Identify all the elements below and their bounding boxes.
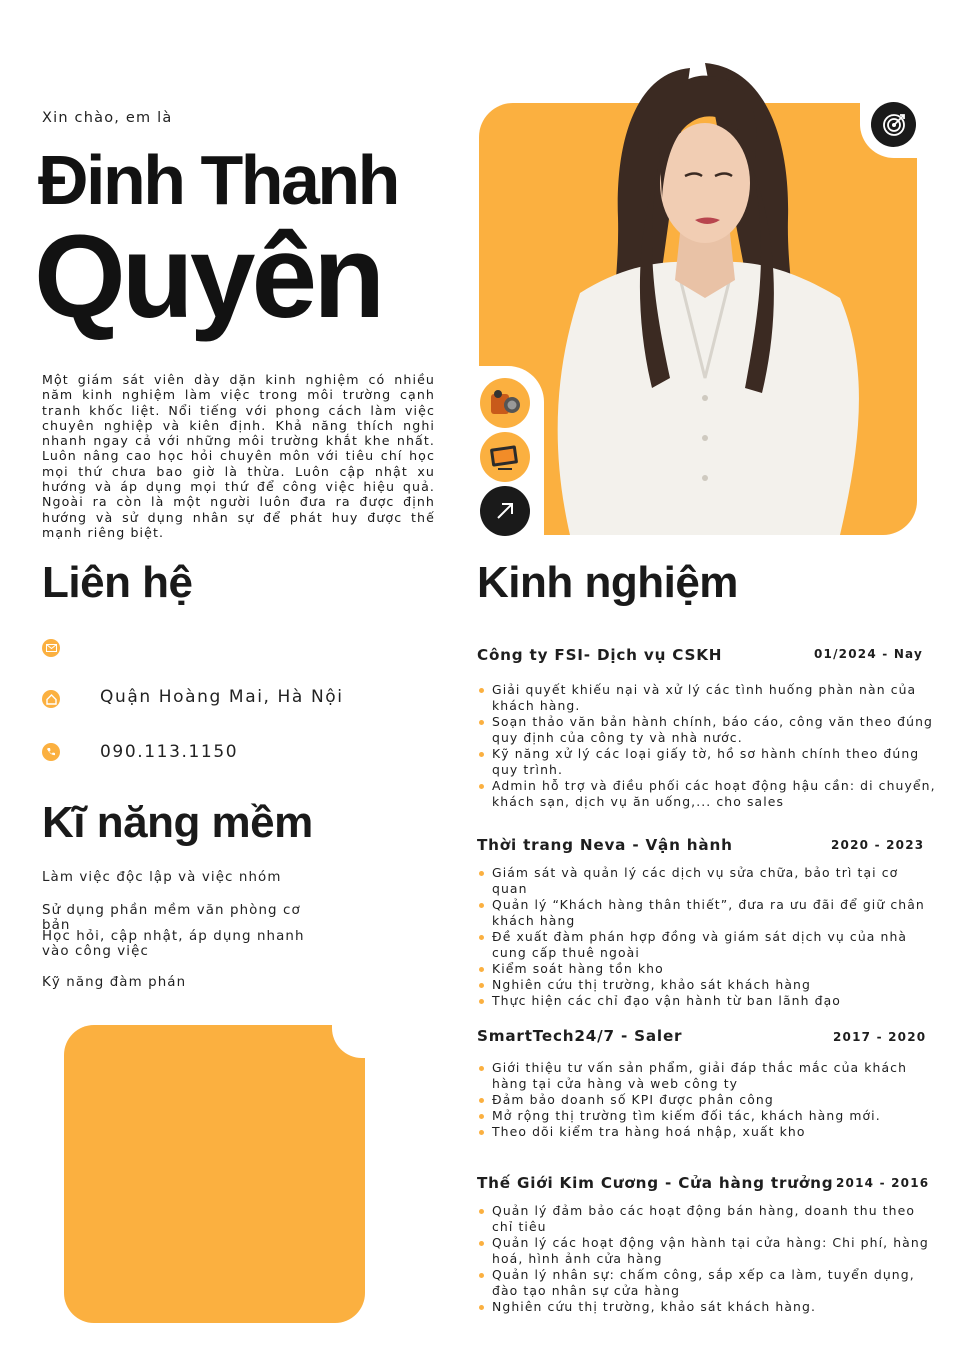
- list-item: Thực hiện các chỉ đạo vận hành từ ban lãnh đạo: [477, 993, 937, 1009]
- list-item: Quản lý đảm bảo các hoạt động bán hàng, doanh thu theo chỉ tiêu: [477, 1203, 937, 1235]
- job-title: Công ty FSI- Dịch vụ CSKH: [477, 646, 723, 664]
- list-item: Admin hỗ trợ và điều phối các hoạt động hậu cần: di chuyển, khách sạn, dịch vụ ăn uống,... cho sales: [477, 778, 937, 810]
- job-date: 2014 - 2016: [836, 1176, 930, 1190]
- contact-phone-row: [42, 742, 239, 762]
- job-date: 01/2024 - Nay: [814, 647, 924, 661]
- list-item: Giới thiệu tư vấn sản phẩm, giải đáp thắc mắc của khách hàng tại cửa hàng và web công ty: [477, 1060, 937, 1092]
- list-item: Quản lý các hoạt động vận hành tại cửa hàng: Chi phí, hàng hoá, hình ảnh cửa hàng: [477, 1235, 937, 1267]
- job-title: Thời trang Neva - Vận hành: [477, 836, 733, 854]
- list-item: Kỹ năng xử lý các loại giấy tờ, hồ sơ hành chính theo đúng quy trình.: [477, 746, 937, 778]
- job-bullets: [477, 1060, 937, 1140]
- list-item: Quản lý “Khách hàng thân thiết”, đưa ra ưu đãi để giữ chân khách hàng: [477, 897, 937, 929]
- drawing-tablet-icon[interactable]: [480, 432, 530, 482]
- job-date: 2017 - 2020: [833, 1030, 927, 1044]
- mail-icon: [42, 639, 60, 657]
- skill-item: Kỹ năng đàm phán: [42, 975, 187, 990]
- list-item: Soạn thảo văn bản hành chính, báo cáo, công văn theo đúng quy định của công ty và nhà nước.: [477, 714, 937, 746]
- experience-heading: Kinh nghiệm: [477, 558, 738, 607]
- arrow-up-right-icon[interactable]: [480, 486, 530, 536]
- profile-photo: [540, 48, 875, 535]
- job-bullets: [477, 682, 937, 810]
- contact-address-row: [42, 687, 344, 708]
- name-second-line: Quyên: [34, 211, 382, 343]
- decorative-block: [64, 1025, 365, 1323]
- list-item: Giám sát và quản lý các dịch vụ sửa chữa, bảo trì tại cơ quan: [477, 865, 937, 897]
- profile-summary: Một giám sát viên dày dặn kinh nghiệm có nhiều năm kinh nghiệm làm việc trong môi trường cạnh tranh khốc liệt. Nổi tiếng với phong cách làm việc chuyên nghiệp và kiên định. Khả năng thích nghi nhanh ngay cả với những môi trường khắt khe nhất. Luôn nâng cao học hỏi chuyên môn với tiêu chí học mọi thứ chưa bao giờ là thừa. Luôn cập nhật xu hướng và áp dụng mọi thứ để công việc hiệu quả. Ngoài ra còn là một người luôn đưa ra được định hướng và sử dụng nhân sự để phát huy được thế mạnh riêng biệt.: [42, 372, 435, 540]
- job-title: SmartTech24/7 - Saler: [477, 1027, 683, 1045]
- phone-icon: [42, 743, 60, 761]
- list-item: Theo dõi kiểm tra hàng hoá nhập, xuất kho: [477, 1124, 937, 1140]
- job-title: Thế Giới Kim Cương - Cửa hàng trưởng: [477, 1174, 834, 1192]
- list-item: Quản lý nhân sự: chấm công, sắp xếp ca làm, tuyển dụng, đào tạo nhân sự cửa hàng: [477, 1267, 937, 1299]
- home-icon: [42, 690, 60, 708]
- job-bullets: [477, 865, 937, 1009]
- greeting: Xin chào, em là: [42, 110, 173, 126]
- contact-address: Quận Hoàng Mai, Hà Nội: [100, 687, 344, 707]
- list-item: Giải quyết khiếu nại và xử lý các tình huống phàn nàn của khách hàng.: [477, 682, 937, 714]
- target-icon[interactable]: [871, 102, 916, 147]
- contact-phone[interactable]: 090.113.1150: [100, 742, 239, 762]
- skill-item: Làm việc độc lập và việc nhóm: [42, 870, 282, 885]
- list-item: Đề xuất đàm phán hợp đồng và giám sát dịch vụ của nhà cung cấp thuê ngoài: [477, 929, 937, 961]
- contact-email-row: [42, 639, 60, 657]
- skill-item: Học hỏi, cập nhật, áp dụng nhanh vào công việc: [42, 929, 305, 959]
- skill-item: Sử dụng phần mềm văn phòng cơ bản: [42, 903, 301, 933]
- list-item: Nghiên cứu thị trường, khảo sát khách hàng: [477, 977, 937, 993]
- list-item: Nghiên cứu thị trường, khảo sát khách hàng.: [477, 1299, 937, 1315]
- camera-icon[interactable]: [480, 378, 530, 428]
- list-item: Mở rộng thị trường tìm kiếm đối tác, khách hàng mới.: [477, 1108, 937, 1124]
- list-item: Đảm bảo doanh số KPI được phân công: [477, 1092, 937, 1108]
- job-bullets: [477, 1203, 937, 1315]
- job-date: 2020 - 2023: [831, 838, 925, 852]
- decorative-notch: [332, 1002, 392, 1058]
- contact-heading: Liên hệ: [42, 558, 193, 607]
- name-first-line: Đinh Thanh: [38, 141, 398, 219]
- soft-skills-heading: Kĩ năng mềm: [42, 798, 313, 847]
- list-item: Kiểm soát hàng tồn kho: [477, 961, 937, 977]
